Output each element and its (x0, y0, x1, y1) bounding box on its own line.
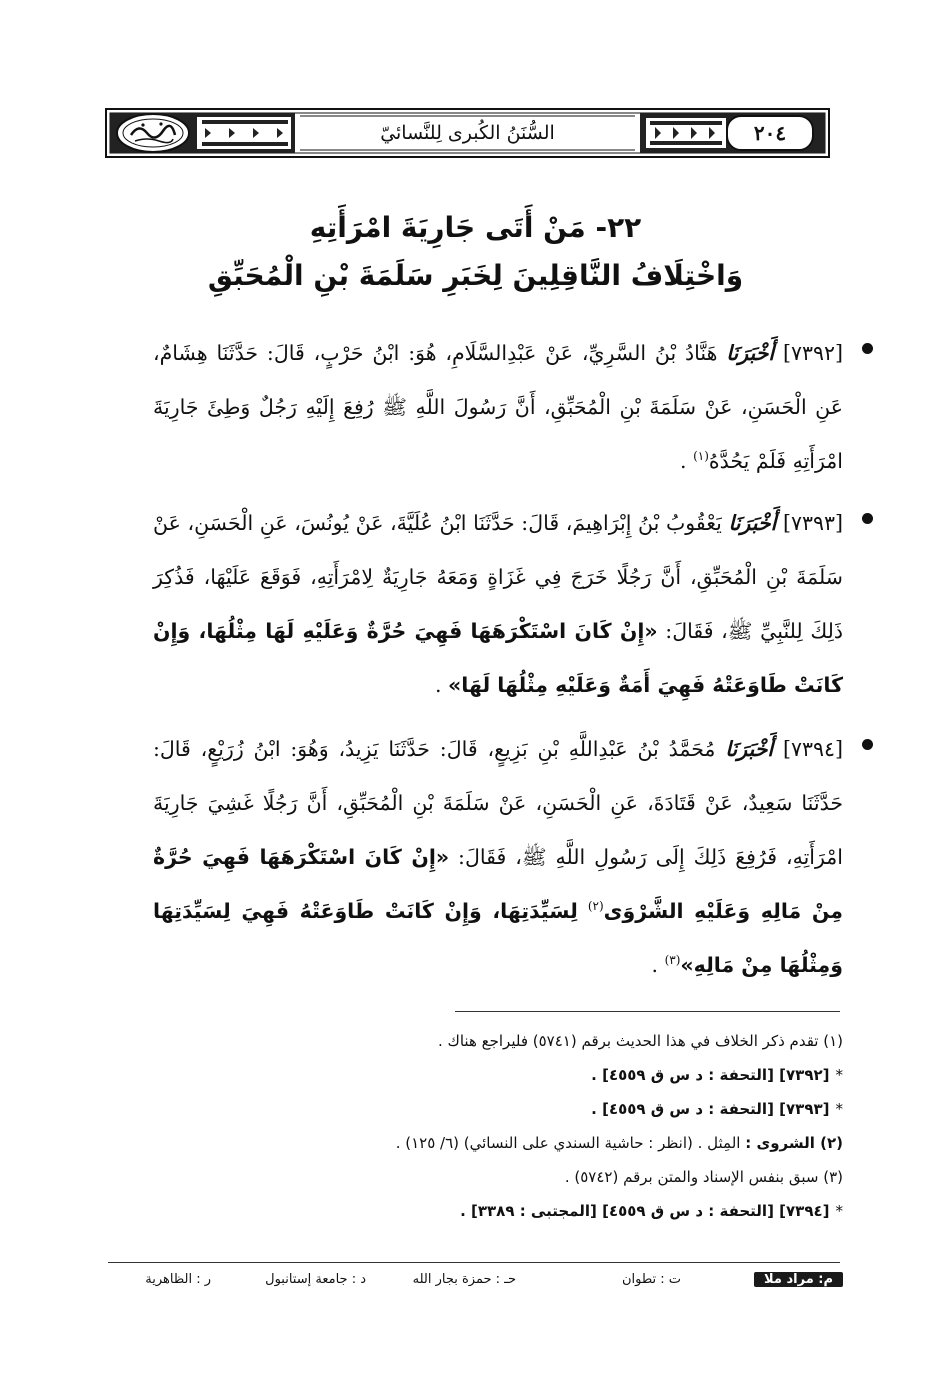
hadith-end: . (680, 449, 694, 473)
hadith-7392 (153, 326, 843, 488)
running-header (105, 108, 830, 158)
footnote-3: (٣) سبق بنفس الإسناد والمتن برقم (٥٧٤٢) . (564, 1168, 843, 1186)
akhbarana-marker: أَخْبَرَنَا (726, 341, 775, 365)
bullet-icon (862, 343, 873, 354)
page-number: ٢٠٤ (753, 121, 787, 145)
footnote-2 (133, 1126, 843, 1160)
footnote-2-text: المِثل . (انظر : حاشية السندي على النسائي) (٦/ ١٢٥) . (395, 1134, 741, 1152)
footnote-mark: (٢) (587, 899, 604, 914)
chapter-heading (120, 205, 831, 301)
footnote-mark: (٣) (664, 953, 681, 968)
footnote-separator (455, 1011, 840, 1012)
hadith-7393 (153, 496, 843, 712)
legend-h: حـ : حمزة بجار الله (412, 1272, 516, 1287)
hadith-text: هَنَّادُ بْنُ السَّرِيِّ، عَنْ عَبْدِالسَّلَامِ، هُوَ: ابْنُ حَرْبٍ، قَالَ: حَدَّثَنَا هِشَامٌ، عَنِ الْحَسَنِ، عَنْ سَلَمَةَ بْنِ الْمُحَبِّقِ، أَنَّ رَسُولَ اللَّهِ ﷺ رُفِعَ إِلَيْهِ رَجُلٌ وَطِئَ جَارِيَةَ امْرَأَتِهِ فَلَمْ يَحُدَّهُ (153, 341, 843, 473)
footnote-mark: (١) (693, 449, 709, 464)
legend-r: ر : الظاهرية (145, 1272, 211, 1287)
bullet-icon (862, 513, 873, 524)
prophetic-saying-part-2: لِسَيِّدَتِهَا، وَإِنْ كَانَتْ طَاوَعَتْهُ فَهِيَ لِسَيِّدَتِهَا وَمِثْلُهَا مِنْ مَالِهِ» (153, 899, 843, 977)
asterisk-icon: * (835, 1100, 843, 1118)
tuhfa-ref-text: [٧٣٩٣] [التحفة : د س ق ٤٥٥٩] . (591, 1100, 830, 1118)
tuhfa-ref-text: [٧٣٩٢] [التحفة : د س ق ٤٥٥٩] . (591, 1066, 830, 1084)
tuhfa-ref-7393 (133, 1092, 843, 1126)
footnote-1: (١) تقدم ذكر الخلاف في هذا الحديث برقم (٥٧٤١) فليراجع هناك . (437, 1032, 843, 1050)
hadith-number: [٧٣٩٣] (782, 511, 843, 535)
legend-d: د : جامعة إستانبول (265, 1272, 366, 1287)
footnotes (133, 1024, 843, 1228)
hadith-text: يَعْقُوبُ بْنُ إِبْرَاهِيمَ، قَالَ: حَدَّثَنَا ابْنُ عُلَيَّةَ، عَنْ يُونُسَ، عَنِ الْحَسَنِ، عَنْ سَلَمَةَ بْنِ الْمُحَبِّقِ، أَنَّ رَجُلًا خَرَجَ فِي غَزَاةٍ وَمَعَهُ جَارِيَةٌ لِامْرَأَتِهِ، فَوَقَعَ عَلَيْهَا، فَذُكِرَ ذَلِكَ لِلنَّبِيِّ ﷺ، فَقَالَ: (153, 511, 843, 643)
prophetic-saying-part-1: «إِنْ كَانَ اسْتَكْرَهَهَا فَهِيَ حُرَّةٌ مِنْ مَالِهِ وَعَلَيْهِ الشَّرْوَى (153, 845, 843, 923)
footnote-2-term: (٢) الشروى : (745, 1134, 843, 1152)
hadith-end: . (434, 673, 448, 697)
chapter-heading-line-1: ٢٢- مَنْ أَتَى جَارِيَةَ امْرَأَتِهِ (309, 211, 642, 244)
asterisk-icon: * (835, 1202, 843, 1220)
tuhfa-ref-7394 (133, 1194, 843, 1228)
hadith-number: [٧٣٩٤] (782, 737, 843, 761)
akhbarana-marker: أَخْبَرَنَا (725, 737, 774, 761)
tuhfa-ref-7392 (133, 1058, 843, 1092)
akhbarana-marker: أَخْبَرَنَا (728, 511, 777, 535)
legend-separator (108, 1262, 840, 1263)
hadith-7394 (153, 722, 843, 992)
legend-m-badge: م: مراد ملا (754, 1272, 843, 1287)
book-logo-emblem (113, 111, 193, 155)
bullet-icon (862, 739, 873, 750)
chapter-heading-line-2: وَاخْتِلَافُ النَّاقِلِينَ لِخَبَرِ سَلَمَةَ بْنِ الْمُحَبِّقِ (207, 259, 744, 292)
hadith-end: . (651, 953, 665, 977)
tuhfa-ref-text: [٧٣٩٤] [التحفة : د س ق ٤٥٥٩] [المجتبى : ٣٣٨٩] . (460, 1202, 830, 1220)
legend-t: ت : تطوان (621, 1272, 681, 1287)
prophetic-saying: «إِنْ كَانَ اسْتَكْرَهَهَا فَهِيَ حُرَّةٌ وَعَلَيْهِ لَهَا مِثْلُهَا، وَإِنْ كَانَتْ طَاوَعَتْهُ فَهِيَ أَمَةٌ وَعَلَيْهِ مِثْلُهَا لَهَا» (153, 619, 843, 697)
book-title: السُّنَنُ الكُبرى لِلنَّسائيّ (380, 122, 555, 144)
asterisk-icon: * (835, 1066, 843, 1084)
hadith-number: [٧٣٩٢] (782, 341, 843, 365)
hadith-text: مُحَمَّدُ بْنُ عَبْدِاللَّهِ بْنِ بَزِيعٍ، قَالَ: حَدَّثَنَا يَزِيدُ، وَهُوَ: ابْنُ زُرَيْعٍ، قَالَ: حَدَّثَنَا سَعِيدٌ، عَنْ قَتَادَةَ، عَنِ الْحَسَنِ، عَنْ سَلَمَةَ بْنِ الْمُحَبِّقِ، أَنَّ رَجُلًا غَشِيَ جَارِيَةَ امْرَأَتِهِ، فَرُفِعَ ذَلِكَ إِلَى رَسُولِ اللَّهِ ﷺ، فَقَالَ: (153, 737, 843, 869)
legend-m (754, 1266, 843, 1294)
